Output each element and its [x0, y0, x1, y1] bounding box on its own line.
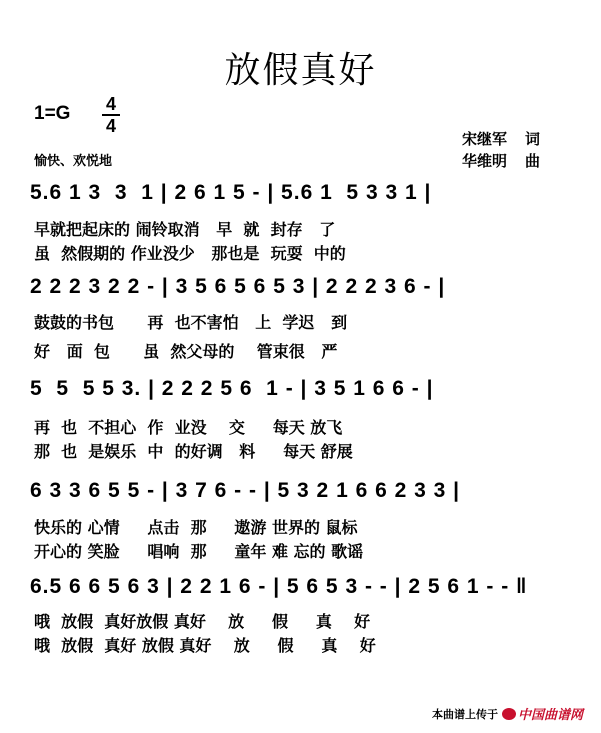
composer-name: 华维明	[462, 152, 508, 170]
lyric-verse-2: 哦 放假 真好 放假 真好 放 假 真 好	[34, 636, 376, 655]
notation-line: 5.6 1 3 3 1 | 2 6 1 5 - | 5.6 1 5 3 3 1 |	[30, 181, 432, 204]
composer-role: 曲	[525, 152, 541, 170]
tempo-marking: 愉快、欢悦地	[34, 154, 113, 169]
lyric-verse-1: 快乐的 心情 点击 那 遨游 世界的 鼠标	[34, 518, 358, 537]
site-name: 中国曲谱网	[517, 708, 583, 723]
lyric-verse-2: 那 也 是娱乐 中 的好调 料 每天 舒展	[34, 442, 353, 461]
notation-line: 6 3 3 6 5 5 - | 3 7 6 - - | 5 3 2 1 6 6 2 3 3 |	[30, 479, 461, 502]
lyric-verse-2: 虽 然假期的 作业没少 那也是 玩耍 中的	[34, 244, 346, 263]
time-signature	[102, 94, 120, 136]
notation-line: 2 2 2 3 2 2 - | 3 5 6 5 6 5 3 | 2 2 2 3 6 - |	[30, 275, 446, 298]
site-logo[interactable]	[502, 704, 583, 723]
lyric-verse-1: 哦 放假 真好放假 真好 放 假 真 好	[34, 612, 371, 631]
lyric-verse-1: 鼓鼓的书包 再 也不害怕 上 学迟 到	[34, 313, 348, 332]
notation-line: 6.5 6 6 5 6 3 | 2 2 1 6 - | 5 6 5 3 - - | 2 5 6 1 - - ‖	[30, 575, 528, 598]
lyricist-role: 词	[525, 130, 541, 148]
time-signature-bottom: 4	[105, 116, 116, 136]
lyric-verse-1: 再 也 不担心 作 业没 交 每天 放飞	[34, 418, 343, 437]
notation-line: 5 5 5 5 3. | 2 2 2 5 6 1 - | 3 5 1 6 6 - |	[30, 377, 434, 400]
time-signature-top: 4	[105, 94, 116, 114]
footer	[432, 704, 583, 723]
upload-text: 本曲谱上传于	[431, 707, 498, 721]
logo-icon	[502, 708, 516, 720]
lyric-verse-2: 开心的 笑脸 唱响 那 童年 难 忘的 歌谣	[34, 542, 364, 561]
lyric-verse-2: 好 面 包 虽 然父母的 管束很 严	[34, 342, 338, 361]
lyric-verse-1: 早就把起床的 闹铃取消 早 就 封存 了	[34, 220, 336, 239]
key-signature: 1=G	[34, 103, 71, 124]
lyricist-name: 宋继军	[462, 130, 508, 148]
credits	[462, 128, 540, 172]
song-title: 放假真好	[224, 50, 377, 91]
